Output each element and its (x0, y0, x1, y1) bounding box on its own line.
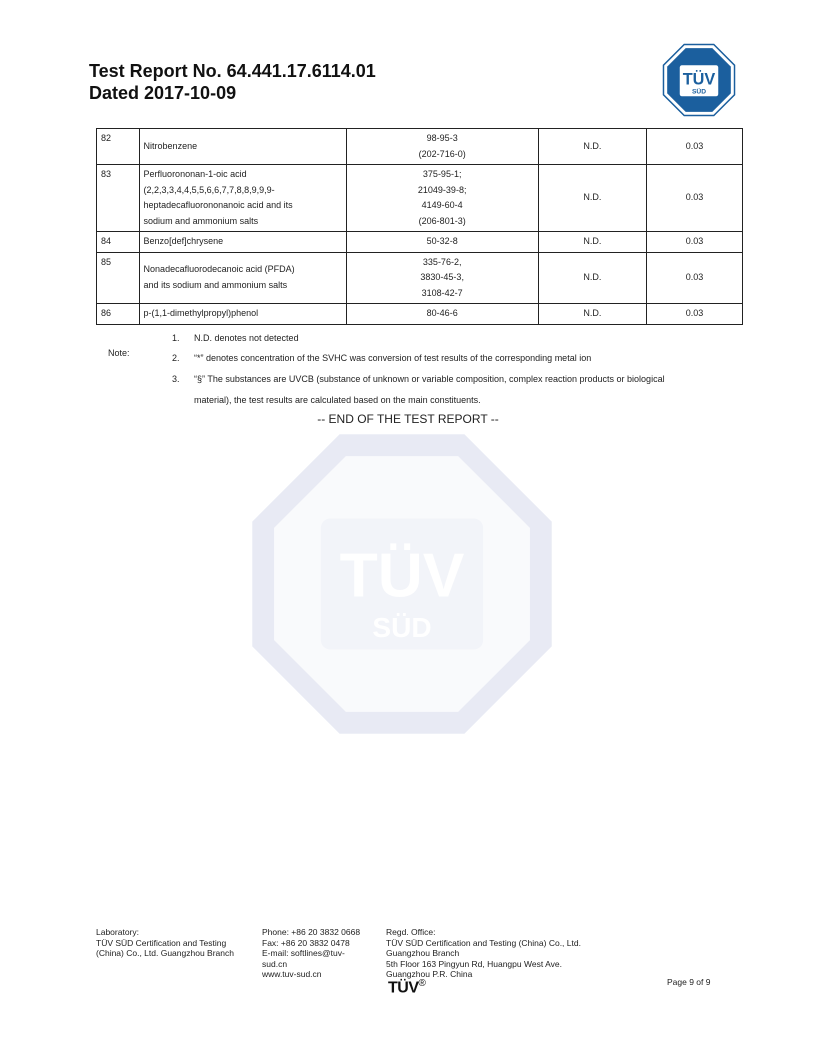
limit-value: 0.03 (647, 232, 743, 253)
note-item-1 (172, 333, 299, 343)
registered-mark: ® (418, 978, 426, 989)
test-result: N.D. (538, 252, 647, 304)
substance-name-line: p-(1,1-dimethylpropyl)phenol (143, 308, 259, 318)
limit-value: 0.03 (647, 129, 743, 165)
footer-email-cont: sud.cn (262, 958, 288, 969)
table-row (97, 165, 743, 232)
report-header (89, 60, 376, 104)
svhc-results-table (96, 128, 743, 325)
cas-number-line: (202-716-0) (418, 148, 466, 159)
substance-number: 83 (97, 165, 140, 232)
substance-name-line: Nitrobenzene (143, 140, 198, 151)
cas-number (346, 165, 538, 232)
table-row (97, 304, 743, 325)
footer-line: TÜV SÜD Certification and Testing (96, 937, 227, 948)
logo-tuv-text: TÜV (682, 70, 716, 89)
end-of-report: -- END OF THE TEST REPORT -- (317, 412, 499, 426)
table-row (97, 129, 743, 165)
table-row (97, 252, 743, 304)
footer-line: Guangzhou Branch (386, 948, 460, 958)
footer-line: Regd. Office: (386, 927, 436, 937)
table-row (97, 232, 743, 253)
substance-name-line: (2,2,3,3,4,4,5,5,6,6,7,7,8,8,9,9,9- (143, 184, 275, 195)
footer-line: 5th Floor 163 Pingyun Rd, Huangpu West Ave. (386, 958, 562, 969)
cas-number (346, 129, 538, 165)
report-date: Dated 2017-10-09 (89, 83, 237, 103)
footer-line: Laboratory: (96, 927, 139, 937)
test-result: N.D. (538, 165, 647, 232)
substance-name-line: heptadecafluorononanoic acid and its (143, 200, 293, 210)
cas-number (346, 304, 538, 325)
cas-number-line: 3108-42-7 (421, 287, 463, 298)
cas-number (346, 252, 538, 304)
test-result: N.D. (538, 129, 647, 165)
footer-contact (262, 927, 360, 980)
substance-name (139, 252, 346, 304)
note-item-3 (172, 374, 665, 384)
substance-name-line: Benzo[def]chrysene (143, 236, 224, 246)
note-text: N.D. denotes not detected (194, 333, 299, 343)
table-body (97, 129, 743, 325)
substance-name-line: Nonadecafluorodecanoic acid (PFDA) (143, 264, 295, 275)
substance-name-line: and its sodium and ammonium salts (143, 279, 288, 290)
tuv-sud-watermark (246, 428, 558, 740)
footer-logo-text: TÜV (388, 979, 419, 997)
substance-name (139, 232, 346, 253)
substance-name (139, 304, 346, 325)
svg-text:SÜD: SÜD (372, 612, 432, 644)
footer-line: Guangzhou P.R. China (386, 969, 473, 979)
footer-fax: Fax: +86 20 3832 0478 (262, 937, 350, 948)
cas-number-line: 4149-60-4 (421, 200, 463, 210)
footer-line: TÜV SÜD Certification and Testing (China) Co., Ltd. (386, 937, 581, 948)
cas-number-line: (206-801-3) (418, 215, 466, 226)
note-item-2 (172, 353, 591, 363)
note-number: 2. (172, 353, 180, 363)
test-result: N.D. (538, 304, 647, 325)
cas-number-line: 21049-39-8; (417, 184, 467, 195)
footer-office (386, 927, 581, 980)
limit-value: 0.03 (647, 304, 743, 325)
note-text: “§” The substances are UVCB (substance of unknown or variable composition, complex reaction products or biological (194, 374, 665, 384)
tuv-sud-logo (662, 43, 736, 117)
footer-phone: Phone: +86 20 3832 0668 (262, 927, 361, 937)
note-number: 3. (172, 374, 180, 384)
substance-name (139, 165, 346, 232)
cas-number-line: 375-95-1; (422, 169, 462, 179)
footer-tuv-logo (388, 978, 425, 997)
substance-name-line: Perfluorononan-1-oic acid (143, 169, 247, 179)
substance-number: 85 (97, 252, 140, 304)
footer-email: E-mail: softlines@tuv- (262, 948, 345, 958)
note-label: Note: (108, 348, 130, 358)
svg-text:TÜV: TÜV (339, 541, 465, 611)
limit-value: 0.03 (647, 252, 743, 304)
footer-website: www.tuv-sud.cn (262, 969, 322, 979)
footer-laboratory (96, 927, 234, 959)
substance-name-line: sodium and ammonium salts (143, 215, 259, 226)
cas-number-line: 80-46-6 (426, 308, 458, 318)
cas-number-line: 98-95-3 (426, 133, 458, 143)
cas-number-line: 50-32-8 (426, 236, 458, 246)
note-item-3-continued: material), the test results are calculated based on the main constituents. (194, 395, 481, 405)
cas-number-line: 3830-45-3, (420, 272, 464, 282)
report-number: Test Report No. 64.441.17.6114.01 (89, 61, 376, 81)
substance-name (139, 129, 346, 165)
substance-number: 86 (97, 304, 140, 325)
logo-sud-text: SÜD (691, 88, 707, 96)
note-number: 1. (172, 333, 180, 343)
substance-number: 84 (97, 232, 140, 253)
note-text: “*” denotes concentration of the SVHC was conversion of test results of the corresponding metal ion (194, 353, 592, 363)
footer-line: (China) Co., Ltd. Guangzhou Branch (96, 948, 234, 958)
cas-number (346, 232, 538, 253)
test-result: N.D. (538, 232, 647, 253)
limit-value: 0.03 (647, 165, 743, 232)
substance-number: 82 (97, 129, 140, 165)
page-number: Page 9 of 9 (667, 977, 711, 987)
cas-number-line: 335-76-2, (422, 256, 462, 267)
